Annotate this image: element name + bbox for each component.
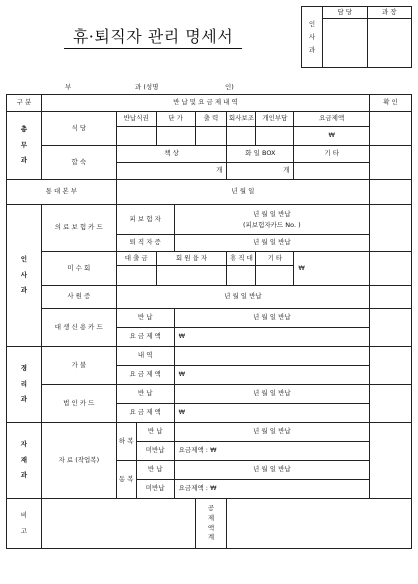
remarks-char: 비 [20,510,28,519]
corp-card-deduct-label: 요 금 제 액 [116,404,174,423]
id-card-date[interactable]: 년 월 일 반납 [116,286,369,309]
unpaid-header-member: 회 원 융 자 [156,252,227,266]
remarks-deduct-label [195,499,227,549]
page-title: 휴·퇴직자 관리 명세서 [64,24,242,49]
meal-header-company: 회사보조 [227,112,256,127]
section-personnel-label [7,205,42,347]
section-accounting-label [7,347,42,423]
uniform-summer-return-date[interactable]: 년 월 일 반납 [174,423,369,442]
general-char: 무 [20,140,28,149]
approval-sign-staff[interactable] [323,19,368,68]
uniform-summer-unreturned-value[interactable]: 요금제액 : ₩ [174,442,369,461]
meal-output-cell[interactable] [195,127,227,146]
approval-side-char: 인 [308,19,316,28]
unpaid-unit: ₩ [298,263,305,272]
uniform-winter-unreturned-label: 미반납 [136,480,174,499]
accounting-char: 리 [20,379,28,388]
unpaid-member-cell[interactable] [156,266,227,286]
confirm-uniform[interactable] [370,423,412,499]
meal-deduct-unit: ₩ [328,131,335,140]
family-card-label: 대 생 신 용 카 드 [41,309,116,347]
remarks-sub-char: 계 [207,533,215,542]
materials-char: 자 [20,440,28,449]
confirm-ins-card[interactable] [370,205,412,252]
unpaid-header-leave: 휴 직 대 [227,252,256,266]
deposit-detail-label: 내 역 [116,347,174,366]
meal-company-cell[interactable] [227,127,256,146]
ins-card-insured-label: 피 보 험 자 [116,205,174,235]
approval-side-label [302,7,323,68]
approval-box [301,6,412,68]
lodging-desk-unit: 개 [216,166,223,175]
unpaid-header-other: 기 타 [256,252,294,266]
remarks-sub-char: 제 [207,513,215,522]
confirm-family-card[interactable] [370,309,412,347]
uniform-winter-return-label: 반 납 [136,461,174,480]
meal-deduct-cell[interactable] [294,127,370,146]
lodging-other-cell[interactable] [294,163,370,180]
meal-header-return: 반납식권 [116,112,156,127]
approval-header-manager: 과 장 [367,7,412,19]
materials-char: 과 [20,471,28,480]
lodging-label: 합 숙 [41,146,116,180]
confirm-deposit[interactable] [370,347,412,385]
meal-header-output: 출 력 [195,112,227,127]
unpaid-leave-cell[interactable] [227,266,256,286]
lodging-box-unit: 개 [283,166,290,175]
unpaid-loan-cell[interactable] [116,266,156,286]
family-card-return-label: 반 납 [116,309,174,328]
meal-label: 식 당 [41,112,116,146]
deposit-deduct-label: 요 금 제 액 [116,366,174,385]
confirm-dormitory[interactable] [370,180,412,205]
corp-card-return-label: 반 납 [116,385,174,404]
unpaid-header-loan: 대 출 금 [116,252,156,266]
section-general-label [7,112,42,180]
header-details: 반 납 및 요 금 제 내 역 [41,95,369,112]
dept-suffix: 인) [225,83,234,91]
uniform-summer-label: 하 복 [116,423,136,461]
general-char: 총 [20,125,28,134]
dept-middle: 과 (성명 [135,83,159,91]
meal-return-cell[interactable] [116,127,156,146]
uniform-winter-label: 동 복 [116,461,136,499]
uniform-winter-unreturned-value[interactable]: 요금제액 : ₩ [174,480,369,499]
deposit-label: 가 불 [41,347,116,385]
ins-card-label: 의 료 보 험 카 드 [41,205,116,252]
uniform-summer-unreturned-label: 미반납 [136,442,174,461]
family-card-deduct-label: 요 금 제 액 [116,328,174,347]
main-table [6,94,412,549]
remarks-cell[interactable] [41,499,195,549]
dormitory-label: 통 대 본 부 [7,180,117,205]
remarks-sub-char: 액 [207,523,215,532]
unpaid-total[interactable] [294,252,370,286]
meal-header-price: 단 가 [156,112,195,127]
ins-card-insured-values[interactable] [174,205,369,235]
remarks-deduct-total[interactable] [227,499,412,549]
confirm-corp-card[interactable] [370,385,412,423]
ins-card-retiree-date[interactable]: 년 월 일 반납 [174,235,369,252]
general-char: 과 [20,156,28,165]
accounting-char: 과 [20,395,28,404]
id-card-label: 사 원 증 [41,286,116,309]
approval-header-staff: 담 당 [323,7,368,19]
confirm-meal[interactable] [370,112,412,146]
lodging-header-other: 기 타 [294,146,370,163]
corp-card-return-date[interactable]: 년 월 일 반납 [174,385,369,404]
ins-card-insured-no: (피보험자카드 No. ) [243,220,301,229]
unpaid-label: 미 수 회 [41,252,116,286]
ins-card-retiree-label: 퇴 직 자 증 [116,235,174,252]
lodging-desk-cell[interactable] [116,163,227,180]
family-card-deduct-value[interactable]: ₩ [174,328,369,347]
approval-side-char: 사 [308,32,316,41]
personnel-char: 사 [20,270,28,279]
family-card-return-date[interactable]: 년 월 일 반납 [174,309,369,328]
deposit-deduct-value[interactable]: ₩ [174,366,369,385]
personnel-char: 인 [20,255,28,264]
dormitory-date[interactable]: 년 월 일 [116,180,369,205]
header-confirm: 확 인 [370,95,412,112]
section-materials-label [7,423,42,499]
uniform-summer-return-label: 반 납 [136,423,174,442]
ins-card-insured-date: 년 월 일 반납 [253,210,291,219]
meal-header-personal: 개인부담 [256,112,294,127]
lodging-header-box: 화 일 BOX [227,146,294,163]
lodging-box-cell[interactable] [227,163,294,180]
approval-sign-manager[interactable] [367,19,412,68]
dept-prefix: 부 [65,83,72,91]
accounting-char: 경 [20,364,28,373]
remarks-sub-char: 공 [207,504,215,512]
remarks-char: 고 [20,526,28,535]
confirm-lodging[interactable] [370,146,412,180]
confirm-id-card[interactable] [370,286,412,309]
meal-price-cell[interactable] [156,127,195,146]
confirm-unpaid[interactable] [370,252,412,286]
meal-personal-cell[interactable] [256,127,294,146]
uniform-label: 자 료 (작업복) [41,423,116,499]
approval-side-char: 과 [308,45,316,54]
corp-card-deduct-value[interactable]: ₩ [174,404,369,423]
uniform-winter-return-date[interactable]: 년 월 일 반납 [174,461,369,480]
deposit-detail-cell[interactable] [174,347,369,366]
meal-header-deduct: 요금제액 [294,112,370,127]
remarks-label [7,499,42,549]
header-category: 구 분 [7,95,42,112]
materials-char: 재 [20,455,28,464]
lodging-header-desk: 책 상 [116,146,227,163]
unpaid-other-cell[interactable] [256,266,294,286]
personnel-char: 과 [20,286,28,295]
corp-card-label: 법 인 카 드 [41,385,116,423]
